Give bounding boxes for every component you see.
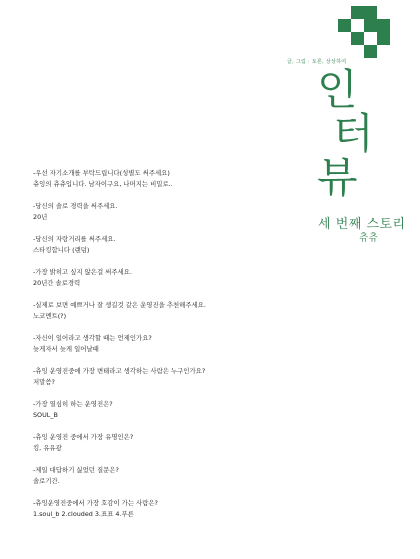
- answer: 킹, 유유광: [33, 444, 62, 452]
- question: -가장 열심히 하는 운영진은?: [33, 400, 113, 408]
- checker-logo: [338, 6, 398, 62]
- question: -츄잉운영진중에서 가장 호감이 가는 사람은?: [33, 499, 158, 507]
- question: -제일 대답하기 싫었던 질문은?: [33, 466, 119, 474]
- answer: 스타킹합니다 (랜덤): [33, 246, 90, 254]
- question: -츄잉 운영진중에 가장 변태라고 생각하는 사람은 누구인가요?: [33, 367, 206, 375]
- tagline: 글, 그림 · 토론, 상상하여: [287, 59, 347, 65]
- question: -자신이 일어라고 생각할 때는 언제인가요?: [33, 334, 152, 342]
- qa-item: [33, 267, 283, 289]
- qa-item: [33, 234, 283, 256]
- qa-list: [33, 168, 283, 520]
- qa-item: [33, 498, 283, 520]
- subtitle: 세 번째 스토리: [318, 217, 406, 232]
- subject-name: 츄츄: [359, 233, 379, 244]
- qa-item: [33, 201, 283, 223]
- question: -츄잉 운영진 중에서 가장 유명인은?: [33, 433, 134, 441]
- qa-item: [33, 333, 283, 355]
- question: -당신의 자랑거리를 써주세요.: [33, 235, 116, 243]
- answer: 츄잉의 츄츄입니다. 남자이구요, 나머지는 비밀로..: [33, 180, 173, 188]
- answer: 1.soul_b 2.clouded 3.표표 4.푸른: [33, 510, 134, 518]
- qa-item: [33, 168, 283, 190]
- qa-item: [33, 399, 283, 421]
- answer: 노코멘트(?): [33, 312, 67, 320]
- question: -우선 자기소개를 부탁드립니다(성별도 써주세요): [33, 169, 170, 177]
- answer: SOUL_B: [33, 411, 58, 419]
- qa-item: [33, 366, 283, 388]
- question: -가장 밝히고 싶지 않은걸 써주세요.: [33, 268, 132, 276]
- answer: 20년: [33, 213, 48, 221]
- title-line-3: 뷰: [317, 153, 356, 202]
- qa-item: [33, 465, 283, 487]
- qa-item: [33, 432, 283, 454]
- question: -당신의 솔로 경력을 써주세요.: [33, 202, 118, 210]
- title-line-2: 터: [333, 109, 372, 158]
- answer: 늦게자서 늦게 일어날때: [33, 345, 99, 353]
- answer: 저말씀?: [33, 378, 55, 386]
- answer: 솔로기간.: [33, 477, 60, 485]
- title-line-1: 인: [317, 65, 356, 114]
- question: -실제로 보면 예쁘거나 잘 생길것 같은 운영진을 추천해주세요.: [33, 301, 206, 309]
- qa-item: [33, 300, 283, 322]
- answer: 20년간 솔로경력: [33, 279, 81, 287]
- page-title: [317, 65, 387, 202]
